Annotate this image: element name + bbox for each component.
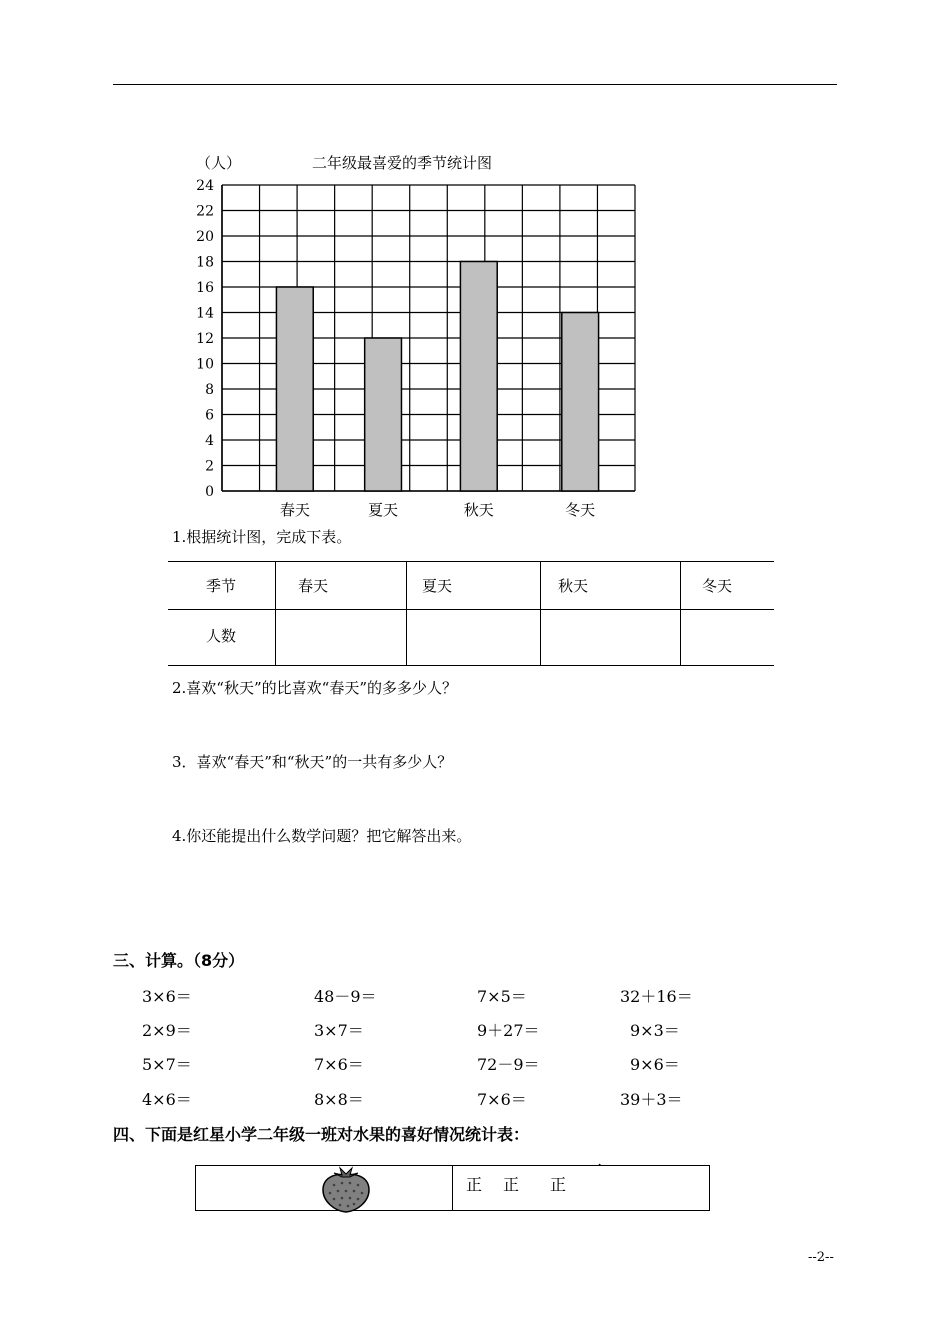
chart-y-unit: （人） [196,154,242,172]
calc-item: 5×7＝ [142,1055,192,1074]
table-header-summer: 夏天 [422,577,453,595]
table-col-line [275,561,276,665]
chart-bar [460,262,497,492]
chart-x-label: 秋天 [463,501,494,519]
table-col-line [680,561,681,665]
question-4: 4.你还能提出什么数学问题？把它解答出来。 [172,827,472,845]
chart-x-label: 冬天 [565,501,596,519]
chart-y-tick: 24 [196,178,214,194]
table-line-top [168,561,774,562]
calc-item: 2×9＝ [142,1021,192,1040]
calc-item: 48－9＝ [314,987,377,1006]
season-table [168,561,774,667]
calc-item: 3×6＝ [142,987,192,1006]
chart-y-tick: 18 [196,254,214,271]
table-header-autumn: 秋天 [558,577,589,595]
chart-bars [276,262,598,492]
chart-x-label: 夏天 [368,501,399,519]
season-bar-chart [180,175,650,525]
calc-item: 9×6＝ [630,1055,680,1074]
calc-item: 7×5＝ [477,987,527,1006]
fruit-table [195,1157,710,1211]
header-rule [113,84,837,85]
table-header-winter: 冬天 [702,577,733,595]
chart-title: 二年级最喜爱的季节统计图 [312,154,493,172]
page-number: --2-- [808,1250,834,1265]
calc-item: 72－9＝ [477,1055,540,1074]
calc-item: 3×7＝ [314,1021,364,1040]
tally-mark: 正 [503,1175,520,1194]
calc-item: 8×8＝ [314,1090,364,1109]
chart-bar [562,313,599,492]
table-col-line [540,561,541,665]
table-header-spring: 春天 [298,577,329,595]
fruit-table-divider [452,1166,453,1210]
chart-y-tick: 6 [205,407,214,424]
calc-item: 39＋3＝ [620,1090,683,1109]
table-col-line [406,561,407,665]
section-3-title: 三、计算。（8分） [113,951,245,970]
tally-mark: 一 [586,1157,603,1176]
table-row-count-label: 人数 [206,627,237,645]
chart-bar [365,338,402,491]
calc-item: 9×3＝ [630,1021,680,1040]
question-2: 2.喜欢“秋天”的比喜欢“春天”的多多少人？ [172,679,457,697]
calc-item: 7×6＝ [477,1090,527,1109]
table-line-mid [168,609,774,610]
chart-y-tick: 2 [205,458,214,475]
chart-x-labels [280,501,595,519]
chart-bar [276,287,313,491]
chart-y-ticks [196,178,214,500]
chart-y-tick: 8 [205,382,214,398]
chart-y-tick: 22 [196,203,214,220]
chart-y-tick: 0 [205,484,214,500]
chart-y-tick: 20 [196,229,214,245]
tally-mark: 正 [466,1175,483,1194]
chart-y-tick: 10 [196,356,214,373]
chart-y-tick: 16 [196,280,214,296]
strawberry-icon [320,1163,372,1215]
chart-x-label: 春天 [279,501,310,519]
calc-item: 4×6＝ [142,1090,192,1109]
chart-y-tick: 12 [196,331,214,347]
question-1: 1.根据统计图，完成下表。 [172,528,352,546]
tally-mark: 正 [550,1175,567,1194]
chart-y-tick: 14 [196,305,214,322]
calc-item: 32＋16＝ [620,987,693,1006]
calc-item: 9＋27＝ [477,1021,540,1040]
chart-y-tick: 4 [205,433,214,449]
table-header-season: 季节 [206,577,237,595]
question-3: 3．喜欢“春天”和“秋天”的一共有多少人？ [172,753,453,771]
calc-item: 7×6＝ [314,1055,364,1074]
table-line-bottom [168,665,774,666]
section-4-title: 四、下面是红星小学二年级一班对水果的喜好情况统计表： [113,1125,530,1144]
